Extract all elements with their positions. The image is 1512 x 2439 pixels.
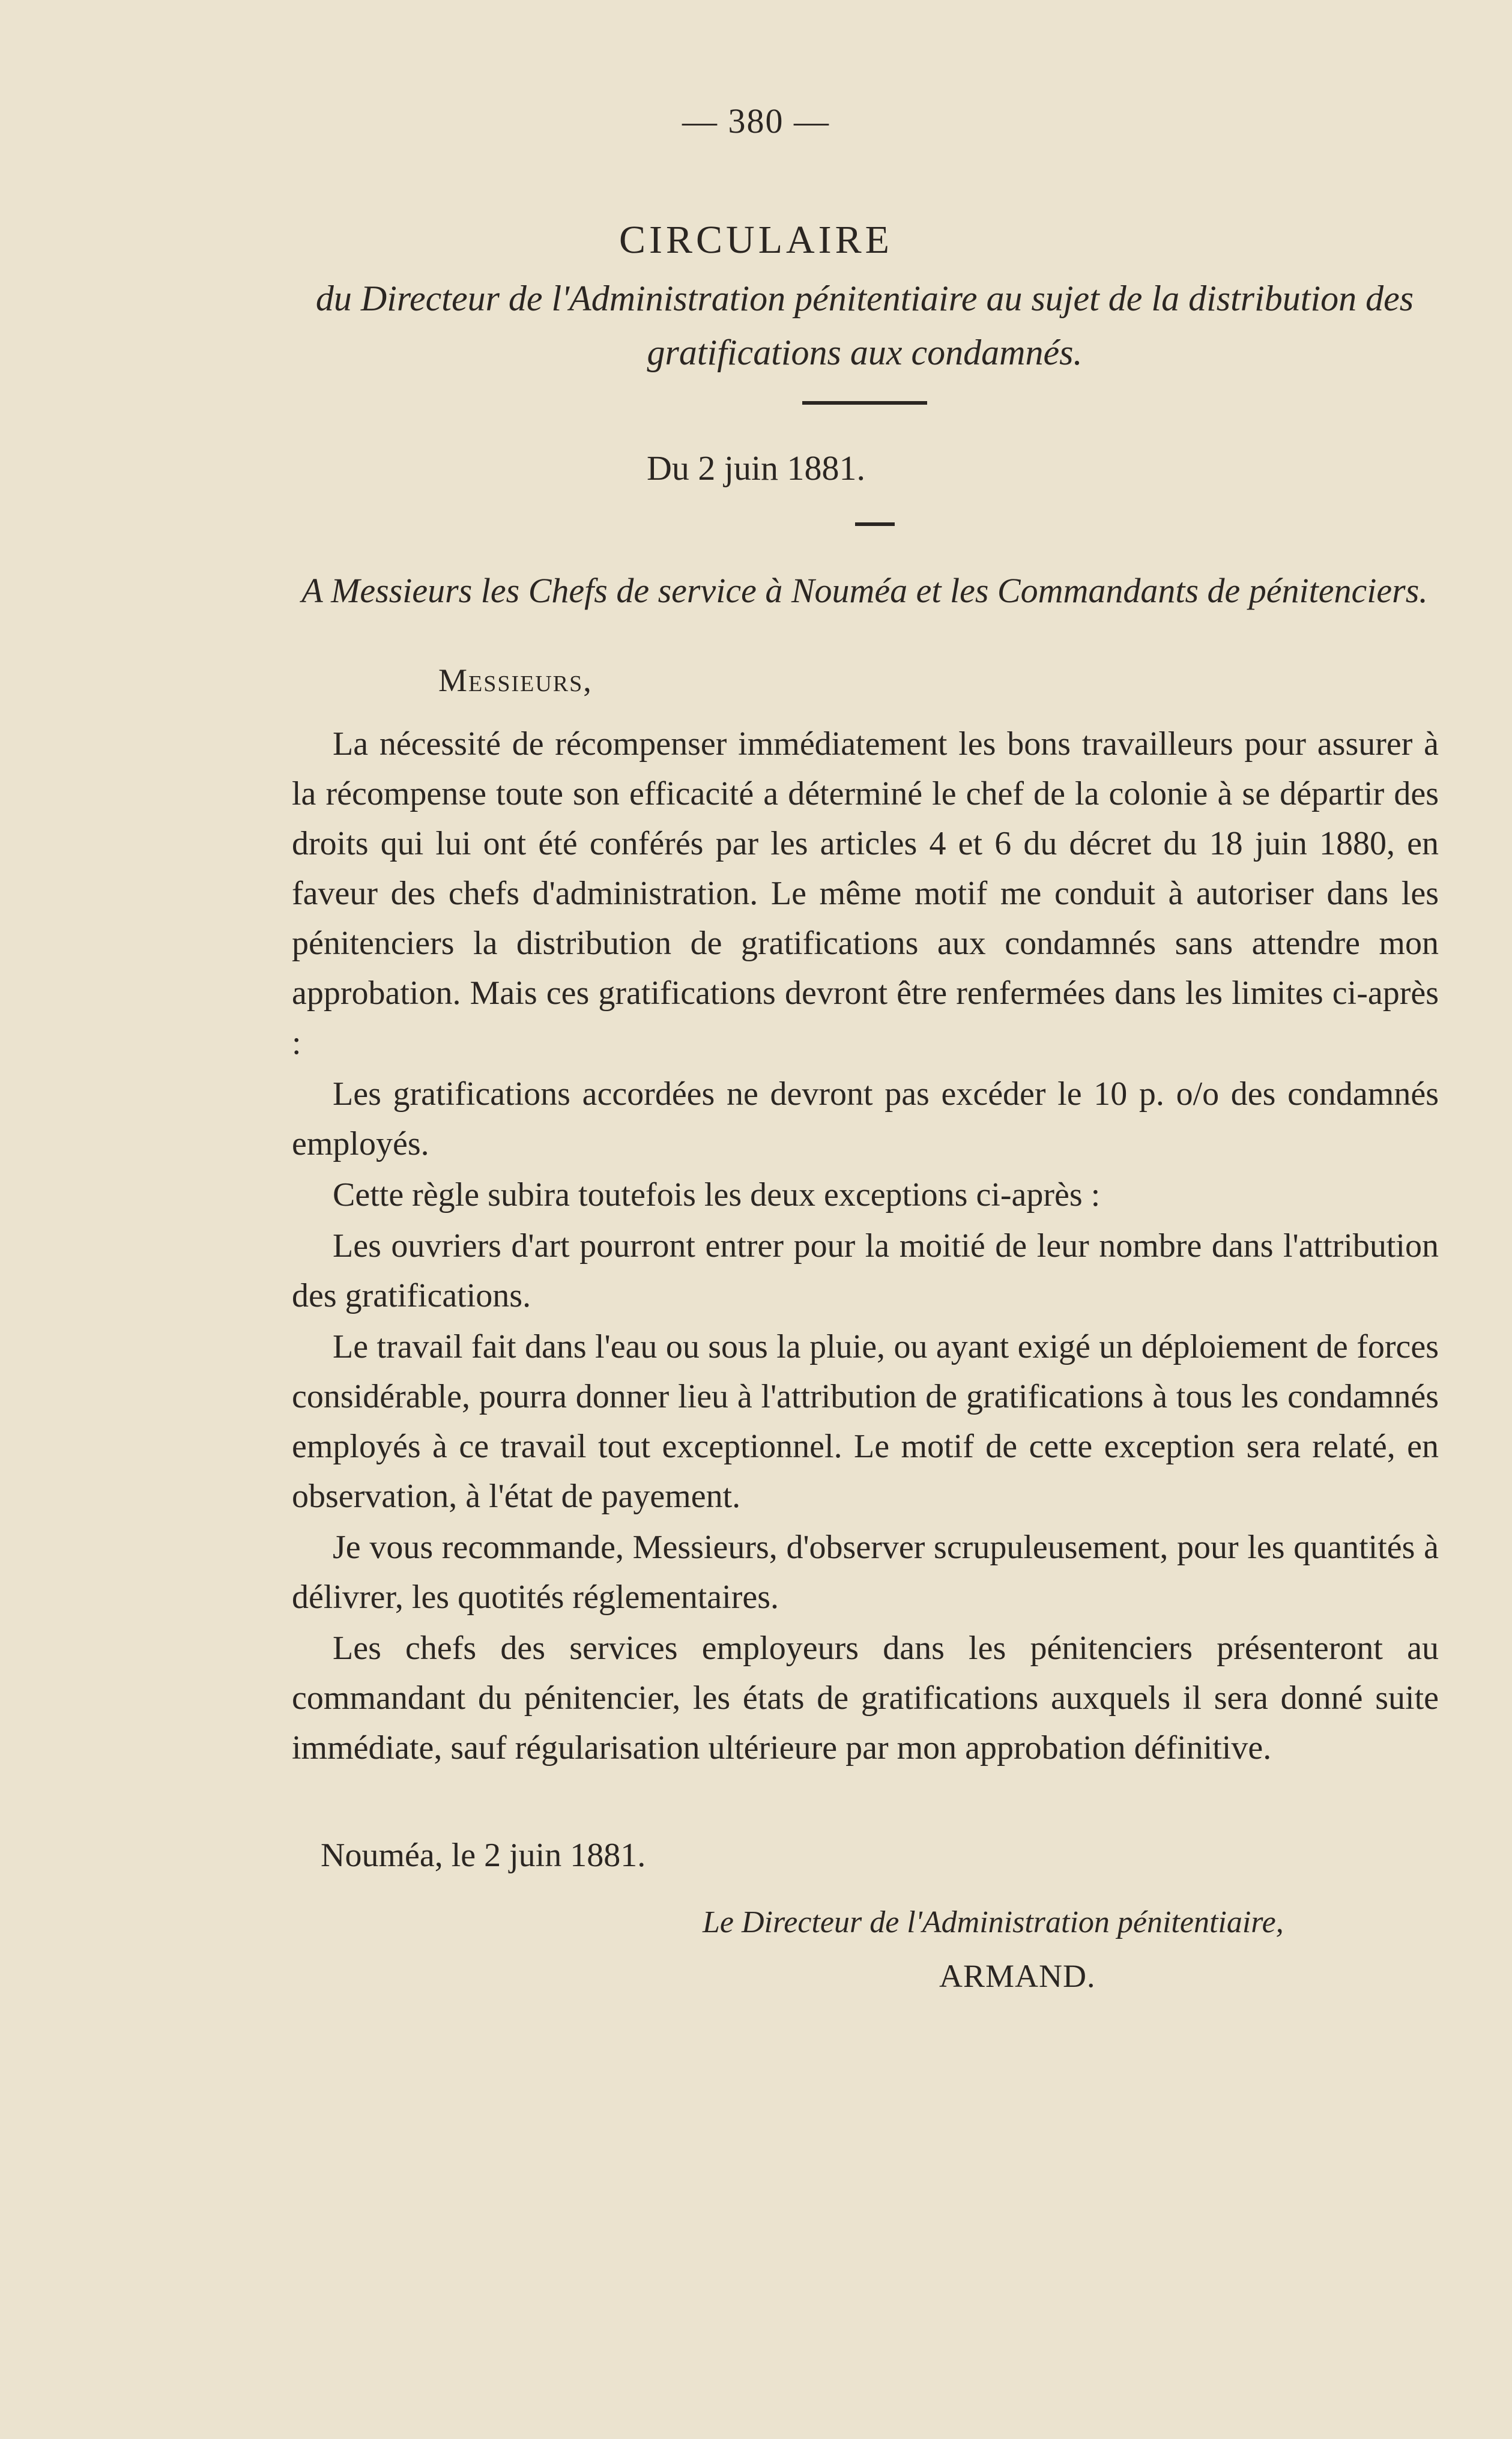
signature-name: ARMAND. bbox=[939, 1958, 1096, 1994]
body-paragraph: Cette règle subira toutefois les deux exceptions ci-après : bbox=[333, 1176, 1101, 1213]
addressee-line: A Messieurs les Chefs de service à Nouméa et les Commandants de pénitenciers. bbox=[301, 571, 1428, 610]
body-paragraph: Les gratifications accordées ne devront pas excéder le 10 p. o/o des condamnés employés. bbox=[292, 1075, 1439, 1162]
body-text bbox=[292, 719, 1439, 1774]
body-paragraph: Le travail fait dans l'eau ou sous la pluie, ou ayant exigé un déploiement de forces considérable, pourra donner lieu à l'attribution de gratifications à tous les condamnés employés à ce travail tout exceptionnel. Le motif de cette exception sera relaté, en observation, à l'état de payement. bbox=[292, 1328, 1439, 1515]
salutation: Messieurs, bbox=[438, 662, 593, 698]
body-paragraph: Je vous recommande, Messieurs, d'observer scrupuleusement, pour les quantités à délivrer, les quotités réglementaires. bbox=[292, 1529, 1439, 1616]
document-subtitle: du Directeur de l'Administration pénitentiaire au sujet de la distribution des gratifications aux condamnés. bbox=[315, 279, 1414, 372]
divider-rule bbox=[802, 401, 927, 405]
closing-date: Nouméa, le 2 juin 1881. bbox=[321, 1837, 646, 1874]
body-paragraph: Les ouvriers d'art pourront entrer pour la moitié de leur nombre dans l'attribution des gratifications. bbox=[292, 1227, 1439, 1314]
page-number: — 380 — bbox=[682, 101, 830, 141]
body-paragraph: Les chefs des services employeurs dans les pénitenciers présenteront au commandant du pénitencier, les états de gratifications auxquels il sera donné suite immédiate, sauf régularisation ultérieure par mon approbation définitive. bbox=[292, 1630, 1439, 1767]
date-line: Du 2 juin 1881. bbox=[646, 449, 866, 488]
body-paragraph: La nécessité de récompenser immédiatement les bons travailleurs pour assurer à la récompense toute son efficacité a déterminé le chef de la colonie à se départir des droits qui lui ont été conférés par les articles 4 et 6 du décret du 18 juin 1880, en faveur des chefs d'administration. Le même motif me conduit à autoriser dans les pénitenciers la distribution de gratifications aux condamnés sans attendre mon approbation. Mais ces gratifications devront être renfermées dans les limites ci-après : bbox=[292, 725, 1439, 1062]
divider-rule-short bbox=[855, 522, 895, 526]
document-heading: CIRCULAIRE bbox=[619, 218, 893, 262]
signature-title: Le Directeur de l'Administration pénitentiaire, bbox=[703, 1905, 1284, 1939]
